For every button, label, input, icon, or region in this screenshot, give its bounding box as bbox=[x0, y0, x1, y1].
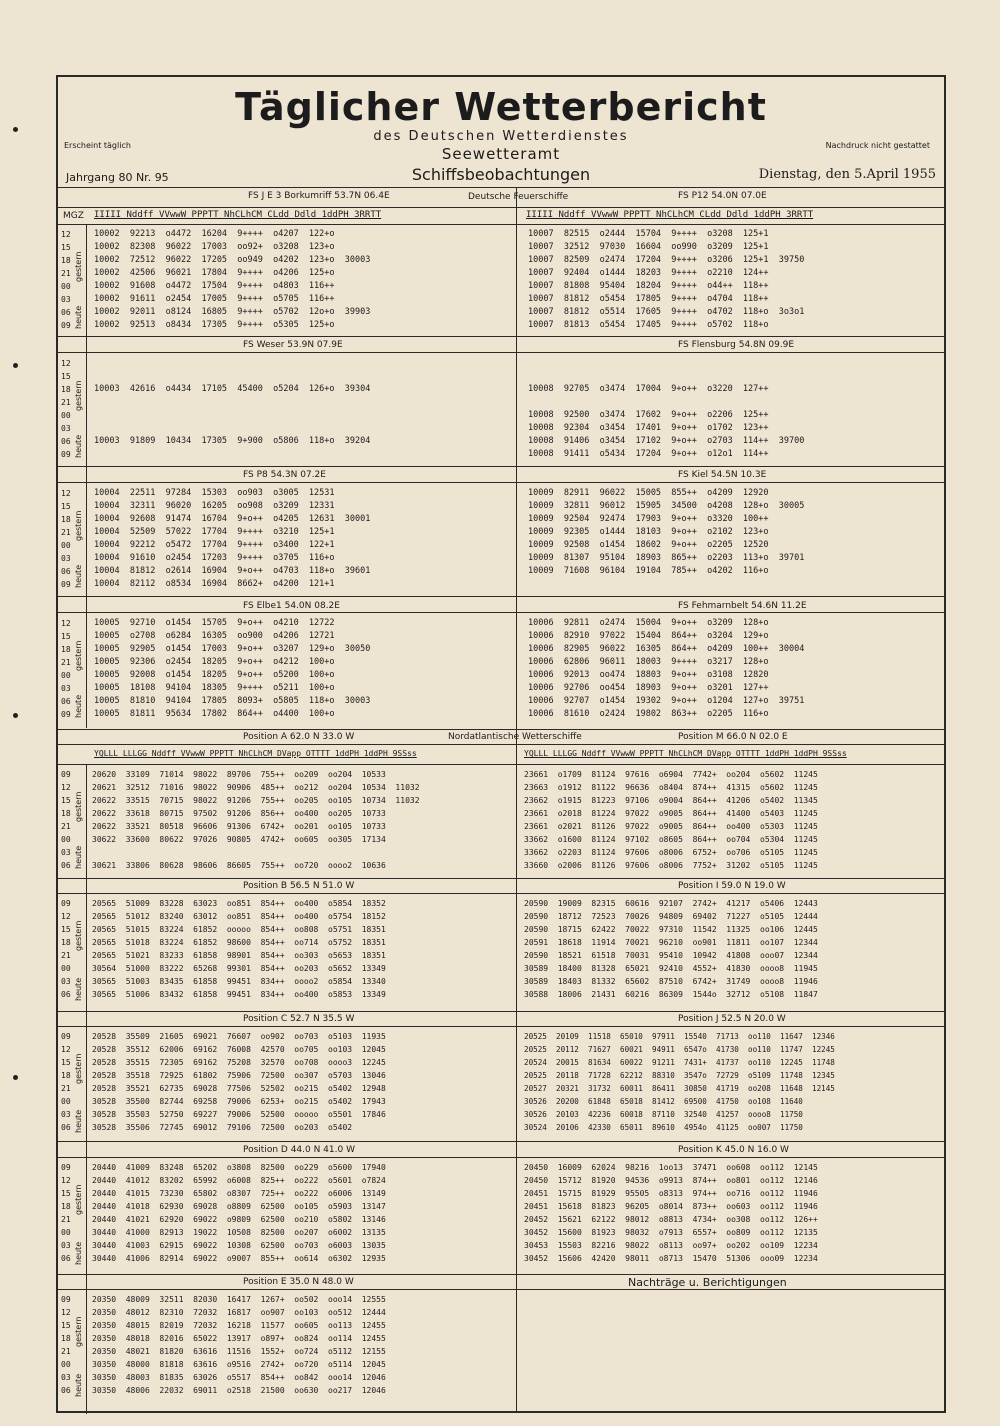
heute-label: heute bbox=[74, 305, 83, 329]
column-header: IIIII Nddff VVwwW PPPTT NhCLhCM CLdd Ddld 1ddPH 3RRTT bbox=[526, 210, 814, 220]
gestern-label: gestern bbox=[74, 510, 83, 541]
observation-block: 10004 22511 97284 15303 oo903 o3005 12531 10004 32311 96020 16205 oo908 o3209 12331 10004 92608 91474 16704 9+o++ o4205 12631 30001 10004 52509 57022 17704 9++++ o3210 125+1 10004 92212 o5472 17704 9++++ o3400 122+1 10004 91610 o2454 17203 9++++ o3705 116+o 10004 81812 o2614 16904 9+o++ o4703 118+o 39601 10004 82112 o8534 16904 8662+ o4200 121+1 bbox=[94, 488, 371, 589]
heute-label: heute bbox=[74, 434, 83, 458]
gestern-label: gestern bbox=[74, 640, 83, 671]
rule bbox=[58, 893, 944, 894]
rule bbox=[58, 612, 944, 613]
corrections-heading: Nachträge u. Berichtigungen bbox=[628, 1276, 787, 1289]
office-name: Seewetteramt bbox=[441, 145, 561, 163]
observation-block: 10005 92710 o1454 15705 9+o++ o4210 12722 10005 o2708 o6284 16305 oo900 o4206 12721 10005 92905 o1454 17003 9+o++ o3207 129+o 30050 10005 92306 o2454 18205 9+o++ o4212 100+o 10005 92008 o1454 18205 9+o++ o5200 100+o 10005 18108 94104 18305 9++++ o5211 100+o 10005 81810 94104 17805 8093+ o5805 118+o 30003 10005 81811 95634 17802 864++ o4400 100+o bbox=[94, 618, 371, 719]
time-column: 09 12 15 18 21 00 03 06 bbox=[61, 770, 71, 870]
station-title: Position C 52.7 N 35.5 W bbox=[243, 1014, 355, 1024]
observation-block: 20350 48009 32511 82030 16417 1267+ oo502 ooo14 12555 20350 48012 82310 72032 16817 oo907 oo103 oo512 12444 20350 48015 82019 72032 16218 11577 oo605 oo113 12455 20350 48018 82016 65022 13917 o897+ oo824 oo114 12455 20350 48021 81820 63616 11516 1552+ oo724 o5112 12155 30350 48000 81818 63616 o9516 2742+ oo720 o5114 12045 30350 48003 81835 63026 o5517 854++ oo842 ooo14 12046 30350 48006 22032 69011 o2518 21500 oo630 oo217 12046 bbox=[92, 1295, 386, 1395]
station-title: FS Weser 53.9N 07.9E bbox=[243, 340, 343, 350]
heute-label: heute bbox=[74, 1241, 83, 1265]
station-title: Position E 35.0 N 48.0 W bbox=[243, 1277, 354, 1287]
gestern-label: gestern bbox=[74, 920, 83, 951]
publication-note: Erscheint täglich bbox=[64, 141, 131, 150]
station-title: FS P12 54.0N 07.0E bbox=[678, 191, 767, 201]
punch-hole bbox=[13, 127, 18, 132]
gestern-label: gestern bbox=[74, 791, 83, 822]
rule bbox=[58, 187, 944, 188]
observation-block: 20528 35509 21605 69021 76607 oo902 oo703 o5103 11935 20528 35512 62006 69162 76008 42570 oo705 oo103 12045 20528 35515 72305 69162 75208 32570 oo708 oooo3 12245 20528 35518 72925 61802 75906 72500 oo307 o5703 13046 20528 35521 62735 69028 77506 52502 oo215 o5402 12948 30528 35500 82744 69258 79006 6253+ oo215 o5402 17943 30528 35503 52750 69227 79006 52500 ooooo o5501 17846 30528 35506 72745 69012 79106 72500 oo203 o5402 bbox=[92, 1032, 386, 1132]
observation-block: 20440 41009 83248 65202 o3808 82500 oo229 o5600 17940 20440 41012 83202 65992 o6008 825++ oo222 o5601 o7824 20440 41015 73230 65802 o8307 725++ oo222 o6006 13149 20440 41018 62930 69028 o8809 62500 oo105 o5903 13147 20440 41021 62920 69022 o9809 62500 oo210 o5802 13146 30440 41000 82913 19022 10508 82500 oo207 o6002 13135 30440 41003 62915 69022 10308 62500 oo703 o6003 13035 30440 41006 82914 69022 o9007 855++ oo614 o6302 12935 bbox=[92, 1163, 386, 1263]
issue-number: Jahrgang 80 Nr. 95 bbox=[66, 171, 169, 184]
rule bbox=[58, 764, 944, 765]
observation-block: 10007 82515 o2444 15704 9++++ o3208 125+1 10007 32512 97030 16604 oo990 o3209 125+1 10007 82509 o2474 17204 9++++ o3206 125+1 39750 10007 92404 o1444 18203 9++++ o2210 124++ 10007 81808 95404 18204 9++++ o44++ 118++ 10007 81812 o5454 17805 9++++ o4704 118++ 10007 81812 o5514 17605 9++++ o4702 118+o 3o3o1 10007 81813 o5454 17405 9++++ o5702 118+o bbox=[528, 229, 805, 330]
heute-label: heute bbox=[74, 845, 83, 869]
time-divider bbox=[86, 764, 87, 1414]
station-title: FS Flensburg 54.8N 09.9E bbox=[678, 340, 795, 350]
gestern-label: gestern bbox=[74, 380, 83, 411]
station-title: Position A 62.0 N 33.0 W bbox=[243, 732, 355, 742]
column-header: YQLLL LLLGG Nddff VVwwW PPPTT NhCLhCM DVapp OTTTT 1ddPH 1ddPH 9SSss bbox=[94, 749, 417, 758]
copyright-note: Nachdruck nicht gestattet bbox=[825, 141, 930, 150]
punch-hole bbox=[13, 713, 18, 718]
punch-hole bbox=[13, 363, 18, 368]
rule bbox=[58, 1157, 944, 1158]
observation-block: 10003 42616 o4434 17105 45400 o5204 126+o 39304 10003 91809 10434 17305 9+900 o5806 118+o 39204 bbox=[94, 384, 371, 446]
station-title: Position M 66.0 N 02.0 E bbox=[678, 732, 788, 742]
rule bbox=[58, 596, 944, 597]
observation-block: 20450 16009 62024 98216 1oo13 37471 oo608 oo112 12145 20450 15712 81920 94536 o9913 874++ oo801 oo112 12146 20451 15715 81929 95505 o8313 974++ oo716 oo112 11946 20451 15618 81823 96205 o8014 873++ oo603 oo112 11946 20452 15621 62122 98012 o8813 4734+ oo308 oo112 126++ 30452 15600 81923 98032 o7913 6557+ oo809 oo112 12135 30453 15503 82216 98022 o8113 oo97+ oo202 oo109 12234 30452 15606 42420 98011 o8713 15470 51306 ooo09 12234 bbox=[524, 1163, 818, 1263]
observation-block: 10002 92213 o4472 16204 9++++ o4207 122+o 10002 82308 96022 17003 oo92+ o3208 123+o 10002 72512 96022 17205 oo949 o4202 123+o 30003 10002 42506 96021 17804 9++++ o4206 125+o 10002 91608 o4472 17504 9++++ o4803 116++ 10002 91611 o2454 17005 9++++ o5705 116++ 10002 92011 o8124 16805 9++++ o5702 12o+o 39903 10002 92513 o8434 17305 9++++ o5305 125+o bbox=[94, 229, 371, 330]
observation-block: 20590 19009 82315 60616 92107 2742+ 41217 o5406 12443 20590 18712 72523 70026 94809 69402 71227 o5105 12444 20590 18715 62422 70022 97310 11542 11325 oo106 12445 20591 18618 11914 70021 96210 oo901 11811 oo107 12344 20590 18521 61518 70031 95410 10942 41808 ooo07 12344 30589 18400 81328 65021 92410 4552+ 41830 oooo8 11945 30589 18403 81332 65602 87510 6742+ 31749 oooo8 11946 30588 18006 21431 60216 86309 1544o 32712 o5108 11847 bbox=[524, 899, 818, 999]
observation-block: 10008 92705 o3474 17004 9+o++ o3220 127++ 10008 92500 o3474 17602 9+o++ o2206 125++ 10008 92304 o3454 17401 9+o++ o1702 123++ 10008 91406 o3454 17102 9+o++ o2703 114++ 39700 10008 91411 o5434 17204 9+o++ o12o1 114++ bbox=[528, 384, 805, 459]
station-title: FS Fehmarnbelt 54.6N 11.2E bbox=[678, 601, 807, 611]
gestern-label: gestern bbox=[74, 251, 83, 282]
rule bbox=[58, 224, 944, 225]
observation-block: 23661 o1709 81124 97616 o6904 7742+ oo204 o5602 11245 23663 o1912 81122 96636 o8404 874++ 41315 o5602 11245 23662 o1915 81223 97106 o9004 864++ 41206 o5402 11345 23661 o2018 81224 97022 o9005 864++ 41400 o5403 11245 23661 o2021 81126 97022 o9005 864++ oo400 o5303 11245 33662 o1600 81124 97102 o8605 864++ oo704 o5304 11245 33662 o2203 81124 97606 o8006 6752+ oo706 o5105 11245 33660 o2006 81126 97606 o8006 7752+ 31202 o5105 11245 bbox=[524, 770, 818, 870]
report-title: Täglicher Wetterbericht bbox=[235, 85, 767, 129]
gestern-label: gestern bbox=[74, 1053, 83, 1084]
rule bbox=[58, 1141, 944, 1142]
rule bbox=[58, 1274, 944, 1275]
rule bbox=[58, 878, 944, 879]
report-date: Dienstag, den 5.April 1955 bbox=[758, 167, 936, 182]
station-title: Position D 44.0 N 41.0 W bbox=[243, 1145, 355, 1155]
time-column: 12 15 18 21 00 03 06 09 bbox=[61, 619, 71, 719]
time-column: 09 12 15 18 21 00 03 06 bbox=[61, 1032, 71, 1132]
observation-block: 20565 51009 83228 63023 oo851 854++ oo400 o5854 18352 20565 51012 83240 63012 oo851 854++ oo400 o5754 18152 20565 51015 83224 61852 ooooo 854++ oo808 o5751 18351 20565 51018 83224 61852 98600 854++ oo714 o5752 18351 20565 51021 83233 61858 98901 854++ oo303 o5653 18351 30564 51000 83222 65268 99301 854++ oo203 o5652 13349 30565 51003 83435 61858 99451 834++ oooo2 o5854 13340 30565 51006 83432 61858 99451 834++ oo400 o5853 13349 bbox=[92, 899, 386, 999]
observation-block: 20620 33109 71014 98022 89706 755++ oo209 oo204 10533 20621 32512 71016 98022 90906 485++ oo212 oo204 10534 11032 20622 33515 70715 98022 91206 755++ oo205 oo105 10734 11032 20622 33618 80715 97502 91206 856++ oo400 oo205 10733 20622 33521 80518 96606 91306 6742+ oo201 oo105 10733 30622 33600 80622 97026 90805 4742+ oo605 oo305 17134 30621 33806 80628 98606 86605 755++ oo720 oooo2 10636 bbox=[92, 770, 420, 870]
station-title: FS Kiel 54.5N 10.3E bbox=[678, 470, 767, 480]
observation-block: 20525 20109 11518 65010 97911 15540 71713 oo110 11647 12346 20525 20112 71627 60021 94911 6547o 41730 oo110 11747 12245 20524 20015 81634 60022 91211 7431+ 41737 oo110 12245 11748 20525 20118 71728 62212 88310 3547o 72729 o5109 11748 12345 20527 20321 31732 60011 86411 30850 41719 oo208 11648 12145 30526 20200 61848 65018 81412 69500 41750 oo108 11640 30526 20103 42236 60018 87110 32540 41257 oooo8 11750 30524 20106 42330 65011 89610 4954o 41125 oo007 11750 bbox=[524, 1032, 835, 1132]
heute-label: heute bbox=[74, 1373, 83, 1397]
time-column: 09 12 15 18 21 00 03 06 bbox=[61, 899, 71, 999]
rule bbox=[58, 729, 944, 730]
punch-hole bbox=[13, 1075, 18, 1080]
section-title: Schiffsbeobachtungen bbox=[411, 165, 591, 184]
rule bbox=[58, 1289, 944, 1290]
heute-label: heute bbox=[74, 1109, 83, 1133]
time-column: 12 15 18 21 00 03 06 09 bbox=[61, 230, 71, 330]
wetterschiffe-label: Nordatlantische Wetterschiffe bbox=[448, 732, 582, 742]
feuerschiffe-label: Deutsche Feuerschiffe bbox=[468, 192, 569, 202]
station-title: Position K 45.0 N 16.0 W bbox=[678, 1145, 789, 1155]
time-column: 12 15 18 21 00 03 06 09 bbox=[61, 359, 71, 459]
station-title: FS P8 54.3N 07.2E bbox=[243, 470, 326, 480]
station-title: FS Elbe1 54.0N 08.2E bbox=[243, 601, 340, 611]
column-header: YQLLL LLLGG Nddff VVwwW PPPTT NhCLhCM DVapp OTTTT 1ddPH 1ddPH 9SSss bbox=[524, 749, 847, 758]
center-divider bbox=[516, 187, 517, 1413]
rule bbox=[58, 466, 944, 467]
station-title: FS J E 3 Borkumriff 53.7N 06.4E bbox=[248, 191, 390, 201]
mgz-divider bbox=[86, 224, 87, 728]
gestern-label: gestern bbox=[74, 1184, 83, 1215]
rule bbox=[58, 482, 944, 483]
rule bbox=[58, 352, 944, 353]
heute-label: heute bbox=[74, 564, 83, 588]
mgz-label: MGZ bbox=[63, 211, 84, 221]
observation-block: 10009 82911 96022 15005 855++ o4209 12920 10009 32811 96012 15905 34500 o4208 128+o 30005 10009 92504 92474 17903 9+o++ o3320 100++ 10009 92305 o1444 18103 9+o++ o2102 123+o 10009 92508 o1454 18602 9+o++ o2205 12520 10009 81307 95104 18903 865++ o2203 113+o 39701 10009 71608 96104 19104 785++ o4202 116+o bbox=[528, 488, 805, 576]
rule bbox=[58, 744, 944, 745]
rule bbox=[58, 207, 944, 208]
time-column: 12 15 18 21 00 03 06 09 bbox=[61, 489, 71, 589]
heute-label: heute bbox=[74, 977, 83, 1001]
rule bbox=[58, 336, 944, 337]
time-column: 09 12 15 18 21 00 03 06 bbox=[61, 1163, 71, 1263]
report-frame bbox=[56, 75, 946, 1413]
report-subtitle: des Deutschen Wetterdienstes bbox=[373, 129, 629, 144]
station-title: Position B 56.5 N 51.0 W bbox=[243, 881, 355, 891]
station-title: Position I 59.0 N 19.0 W bbox=[678, 881, 786, 891]
station-title: Position J 52.5 N 20.0 W bbox=[678, 1014, 786, 1024]
rule bbox=[58, 1026, 944, 1027]
column-header: IIIII Nddff VVwwW PPPTT NhCLhCM CLdd Ddld 1ddPH 3RRTT bbox=[94, 210, 382, 220]
observation-block: 10006 92811 o2474 15004 9+o++ o3209 128+o 10006 82910 97022 15404 864++ o3204 129+o 10006 82905 96022 16305 864++ o4209 100++ 30004 10006 62806 96011 18003 9++++ o3217 128+o 10006 92013 oo474 18803 9+o++ o3108 12820 10006 92706 oo454 18903 9+o++ o3201 127++ 10006 92707 o1454 19302 9+o++ o1204 127+o 39751 10006 81610 o2424 19802 863++ o2205 116+o bbox=[528, 618, 805, 719]
gestern-label: gestern bbox=[74, 1316, 83, 1347]
heute-label: heute bbox=[74, 694, 83, 718]
time-column: 09 12 15 18 21 00 03 06 bbox=[61, 1295, 71, 1395]
rule bbox=[58, 1011, 944, 1012]
